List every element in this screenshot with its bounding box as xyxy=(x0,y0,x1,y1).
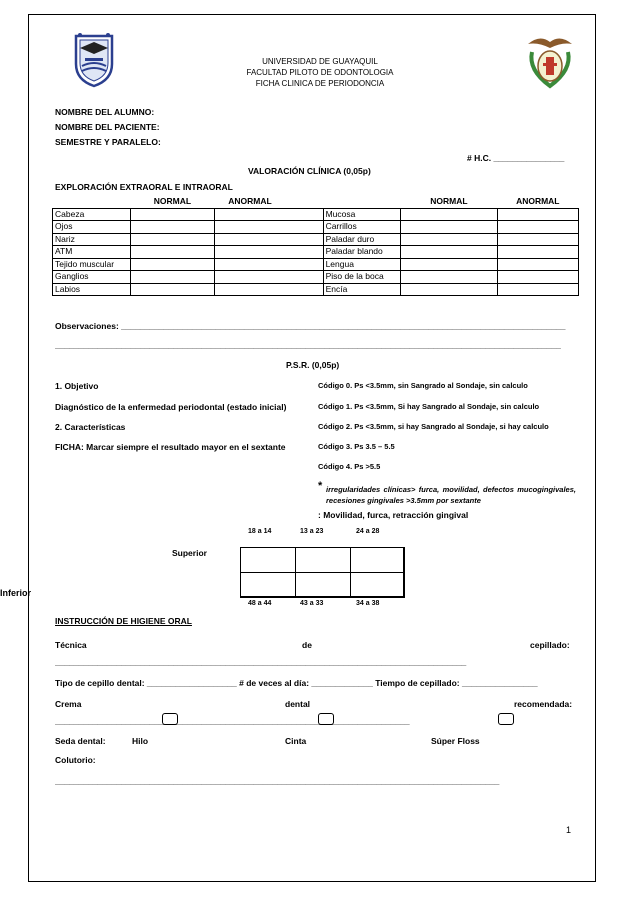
sextant-cell-24-28[interactable] xyxy=(350,547,405,573)
code-2: Código 2. Ps <3.5mm, si hay Sangrado al Sondaje, si hay calculo xyxy=(318,422,549,431)
col-normal-right: NORMAL xyxy=(401,196,497,208)
university-title: UNIVERSIDAD DE GUAYAQUIL xyxy=(262,57,378,66)
code-4: Código 4. Ps >5.5 xyxy=(318,462,381,471)
table-row xyxy=(53,233,579,246)
row-label-right: Piso de la boca xyxy=(323,271,401,284)
check-cell[interactable] xyxy=(401,258,497,271)
diagnosis-text: Diagnóstico de la enfermedad periodontal (estado inicial) xyxy=(55,402,287,412)
table-row xyxy=(53,271,579,284)
irregularities-examples: : Movilidad, furca, retracción gingival xyxy=(318,510,469,520)
check-cell[interactable] xyxy=(130,221,214,234)
col-anormal-right: ANORMAL xyxy=(497,196,578,208)
objective-heading: 1. Objetivo xyxy=(55,381,99,391)
faculty-logo-right xyxy=(522,30,578,90)
code-1: Código 1. Ps <3.5mm, Si hay Sangrado al Sondaje, sin calculo xyxy=(318,402,540,411)
check-cell[interactable] xyxy=(214,221,323,234)
check-cell[interactable] xyxy=(130,208,214,221)
floss-label: Seda dental: xyxy=(55,736,106,746)
col-anormal-left: ANORMAL xyxy=(214,196,285,208)
code-3: Código 3. Ps 3.5 – 5.5 xyxy=(318,442,395,451)
technique-label: Técnica xyxy=(55,640,87,650)
row-label-right: Mucosa xyxy=(323,208,401,221)
floss-super: Súper Floss xyxy=(431,736,480,746)
semester-label: SEMESTRE Y PARALELO: xyxy=(55,137,161,147)
clinical-history-number: # H.C. _______________ xyxy=(467,153,565,163)
hilo-checkbox[interactable] xyxy=(162,713,178,725)
check-cell[interactable] xyxy=(214,283,323,296)
psr-title: P.S.R. (0,05p) xyxy=(286,360,340,370)
check-cell[interactable] xyxy=(130,246,214,259)
brush-type-row[interactable]: Tipo de cepillo dental: ___________________ # de veces al día: _____________ Tiempo de cepillado: ________________ xyxy=(55,678,538,688)
sextant-bottom-1: 48 a 44 xyxy=(248,600,272,607)
check-cell[interactable] xyxy=(497,208,578,221)
check-cell[interactable] xyxy=(214,233,323,246)
check-cell[interactable] xyxy=(401,283,497,296)
table-header-row xyxy=(53,196,579,208)
sextant-top-3: 24 a 28 xyxy=(356,528,380,535)
table-row xyxy=(53,246,579,259)
check-cell[interactable] xyxy=(497,233,578,246)
sextant-cell-43-33[interactable] xyxy=(295,572,351,598)
floss-cinta: Cinta xyxy=(285,736,307,746)
check-cell[interactable] xyxy=(401,246,497,259)
exploration-table xyxy=(52,196,579,296)
sextant-cell-13-23[interactable] xyxy=(295,547,351,573)
check-cell[interactable] xyxy=(401,208,497,221)
row-label-left: Ganglios xyxy=(53,271,131,284)
check-cell[interactable] xyxy=(401,233,497,246)
check-cell[interactable] xyxy=(130,283,214,296)
sextant-top-2: 13 a 23 xyxy=(300,528,324,535)
sextant-cell-18-14[interactable] xyxy=(240,547,296,573)
check-cell[interactable] xyxy=(497,283,578,296)
floss-hilo: Hilo xyxy=(132,736,149,746)
table-row xyxy=(53,221,579,234)
exploration-title: EXPLORACIÓN EXTRAORAL E INTRAORAL xyxy=(55,182,233,192)
mouthwash-label: Colutorio: xyxy=(55,755,96,765)
check-cell[interactable] xyxy=(130,233,214,246)
table-row xyxy=(53,208,579,221)
toothpaste-line[interactable]: ___________________________________________________________________________ xyxy=(55,716,410,726)
row-label-left: Labios xyxy=(53,283,131,296)
technique-cepillado: cepillado: xyxy=(530,640,570,650)
observations-field[interactable]: Observaciones: ______________________________________________________________________________________________ xyxy=(55,321,566,331)
check-cell[interactable] xyxy=(401,271,497,284)
row-label-right: Encía xyxy=(323,283,401,296)
check-cell[interactable] xyxy=(214,271,323,284)
sextant-top-1: 18 a 14 xyxy=(248,528,272,535)
row-label-left: ATM xyxy=(53,246,131,259)
check-cell[interactable] xyxy=(401,221,497,234)
faculty-title: FACULTAD PILOTO DE ODONTOLOGIA xyxy=(246,68,394,77)
row-label-left: Nariz xyxy=(53,233,131,246)
inferior-label: Inferior xyxy=(0,588,32,598)
row-label-right: Carrillos xyxy=(323,221,401,234)
sextant-bottom-2: 43 a 33 xyxy=(300,600,324,607)
check-cell[interactable] xyxy=(130,258,214,271)
check-cell[interactable] xyxy=(497,221,578,234)
row-label-left: Cabeza xyxy=(53,208,131,221)
form-title: FICHA CLINICA DE PERIODONCIA xyxy=(255,79,385,88)
mouthwash-line[interactable]: ______________________________________________________________________________________________ xyxy=(55,776,500,786)
characteristics-heading: 2. Características xyxy=(55,422,126,432)
university-logo-left xyxy=(70,30,118,88)
col-normal-left: NORMAL xyxy=(130,196,214,208)
technique-line[interactable]: _______________________________________________________________________________________ xyxy=(55,657,467,667)
check-cell[interactable] xyxy=(497,271,578,284)
check-cell[interactable] xyxy=(214,258,323,271)
check-cell[interactable] xyxy=(214,208,323,221)
patient-name-label: NOMBRE DEL PACIENTE: xyxy=(55,122,160,132)
row-label-right: Lengua xyxy=(323,258,401,271)
toothpaste-label: Crema xyxy=(55,699,82,709)
sextant-bottom-3: 34 a 38 xyxy=(356,600,380,607)
check-cell[interactable] xyxy=(497,246,578,259)
sextant-cell-34-38[interactable] xyxy=(350,572,405,598)
toothpaste-recommended: recomendada: xyxy=(514,699,573,709)
cinta-checkbox[interactable] xyxy=(318,713,334,725)
toothpaste-dental: dental xyxy=(285,699,311,709)
row-label-left: Tejido muscular xyxy=(53,258,131,271)
check-cell[interactable] xyxy=(497,258,578,271)
observations-line[interactable]: ___________________________________________________________________________________________________________ xyxy=(55,340,561,350)
irregularities-note: irregularidades clínicas> furca, movilidad, defectos mucogingivales, recesiones gingivales >3.5mm por sextante xyxy=(326,485,576,505)
code-0: Código 0. Ps <3.5mm, sin Sangrado al Sondaje, sin calculo xyxy=(318,381,528,390)
row-label-right: Paladar duro xyxy=(323,233,401,246)
student-name-label: NOMBRE DEL ALUMNO: xyxy=(55,107,155,117)
clinical-valuation-title: VALORACIÓN CLÍNICA (0,05p) xyxy=(248,166,371,176)
psr-sextant-grid xyxy=(240,547,404,597)
irregularities-asterisk: * xyxy=(318,480,323,492)
super-floss-checkbox[interactable] xyxy=(498,713,514,725)
superior-label: Superior xyxy=(172,548,207,558)
table-row xyxy=(53,258,579,271)
technique-de: de xyxy=(302,640,312,650)
ficha-instruction: FICHA: Marcar siempre el resultado mayor en el sextante xyxy=(55,442,286,452)
hygiene-title: INSTRUCCIÓN DE HIGIENE ORAL xyxy=(55,616,192,626)
row-label-right: Paladar blando xyxy=(323,246,401,259)
table-row xyxy=(53,283,579,296)
check-cell[interactable] xyxy=(214,246,323,259)
check-cell[interactable] xyxy=(130,271,214,284)
sextant-cell-48-44[interactable] xyxy=(240,572,296,598)
page-number: 1 xyxy=(566,825,572,835)
row-label-left: Ojos xyxy=(53,221,131,234)
